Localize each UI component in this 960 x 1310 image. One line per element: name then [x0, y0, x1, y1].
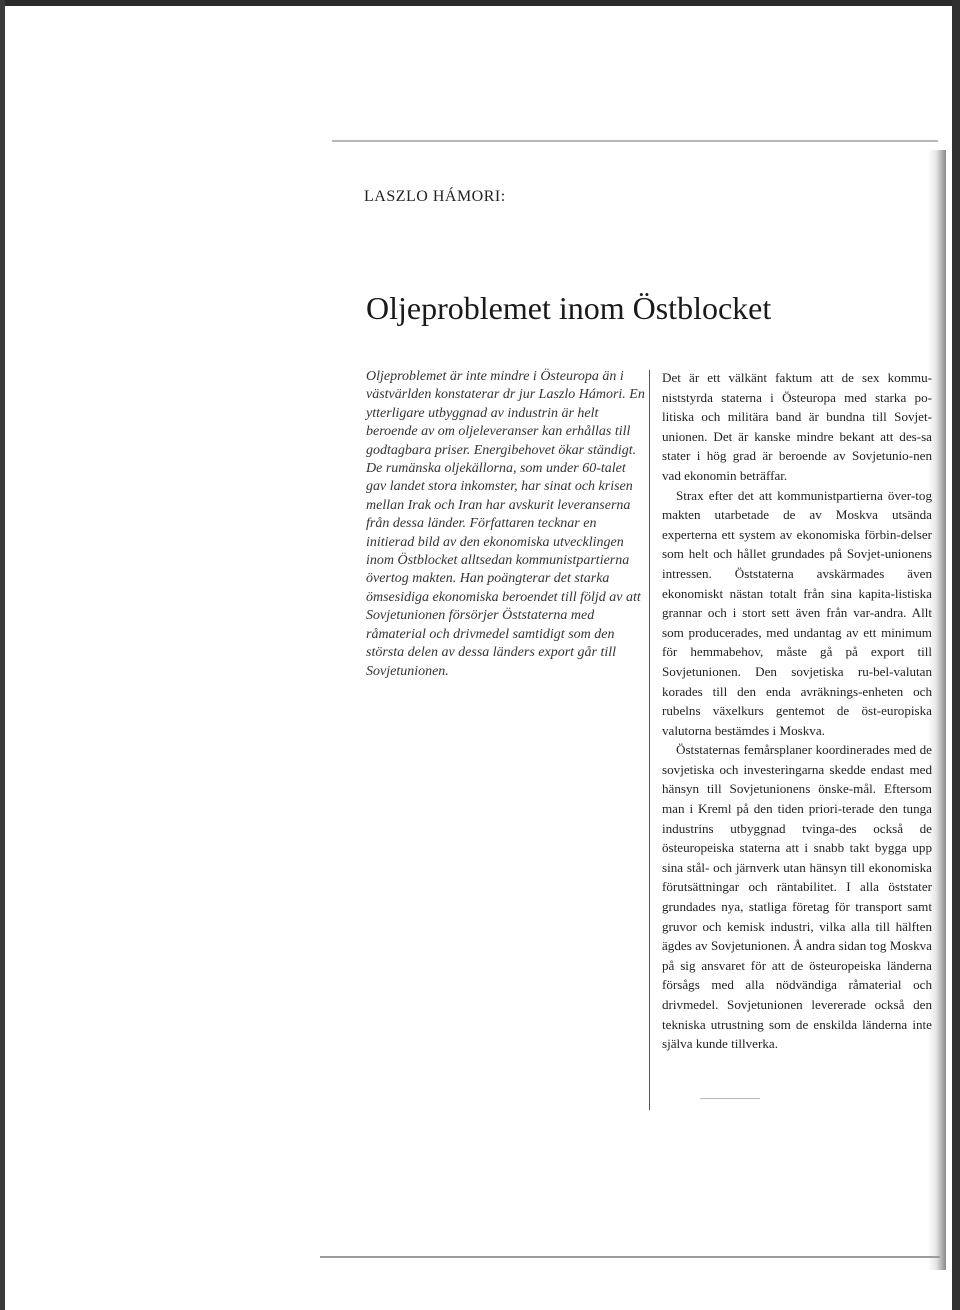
page-edge-top	[332, 140, 938, 142]
article-title: Oljeproblemet inom Östblocket	[366, 290, 772, 326]
article-author: LASZLO HÁMORI:	[364, 188, 506, 205]
scan-border-right	[952, 0, 960, 1310]
body-paragraph: Öststaternas femårsplaner koordinerades med de sovjetiska och investeringarna skedde endast med hänsyn till Sovjetunionens önske-mål. Eftersom man i Kreml på den tiden priori-terade den tunga industrins utbyggnad tvinga-des också de östeuropeiska staterna att i snabb takt bygga upp sina stål- och järnverk utan hänsyn till ekonomiska förutsättningar och räntabilitet. I alla öststater grundades nya, statliga företag för transport samt gruvor och kemisk industri, vilka alla till hälften ägdes av Sovjetunionen. Å andra sidan tog Moskva på sig ansvaret för att de östeuropeiska länderna försågs med alla nödvändiga råmaterial och drivmedel. Sovjetunionen levererade också den tekniska utrustning som de enskilda länderna inte själva kunde tillverka.	[662, 742, 932, 1052]
body-paragraph: Strax efter det att kommunistpartierna över-tog makten utarbetade de av Moskva utsända experterna ett system av ekonomiska förbin-delser som helt och hållet grundades på Sovjet-unionens intressen. Öststaterna avskärmades även ekonomiskt nästan totalt från sina kapita-listiska grannar och i stort sett även från var-andra. Allt som producerades, med undantag av ett minimum för hemmabehov, måste gå på export till Sovjetunionen. Den sovjetiska ru-bel-valutan korades till den enda avräknings-enheten och rubelns växelkurs gentemot de öst-europiska valutorna bestämdes i Moskva.	[662, 487, 932, 738]
article-body	[662, 368, 932, 1054]
end-dash	[700, 1098, 760, 1099]
article-abstract: Oljeproblemet är inte mindre i Östeuropa än i västvärlden konstaterar dr jur Laszlo Hámori. En ytterligare utbyggnad av industrin är helt beroende av om oljeleveranser kan erhållas till godtagbara priser. Energibehovet ökar ständigt. De rumänska oljekällorna, som under 60-talet gav landet stora inkomster, har sinat och krisen mellan Irak och Iran har avskurit leveranserna från dessa länder. Författaren tecknar en initierad bild av den ekonomiska utvecklingen inom Östblocket alltsedan kommunistpartierna övertog makten. Han poängterar det starka ömsesidiga ekonomiska beroendet till följd av att Sovjetunionen försörjer Öststaterna med råmaterial och drivmedel samtidigt som den största delen av dessa länders export går till Sovjetunionen.	[366, 369, 645, 679]
body-paragraph: Det är ett välkänt faktum att de sex kommu-niststyrda staterna i Östeuropa med starka po-litiska och militära band är bundna till Sovjet-unionen. Det är kanske mindre bekant att des-sa stater i hög grad är beroende av Sovjetunio-nen vad ekonomin beträffar.	[662, 370, 932, 483]
page-edge-bottom	[320, 1256, 940, 1258]
column-divider	[649, 370, 650, 1110]
